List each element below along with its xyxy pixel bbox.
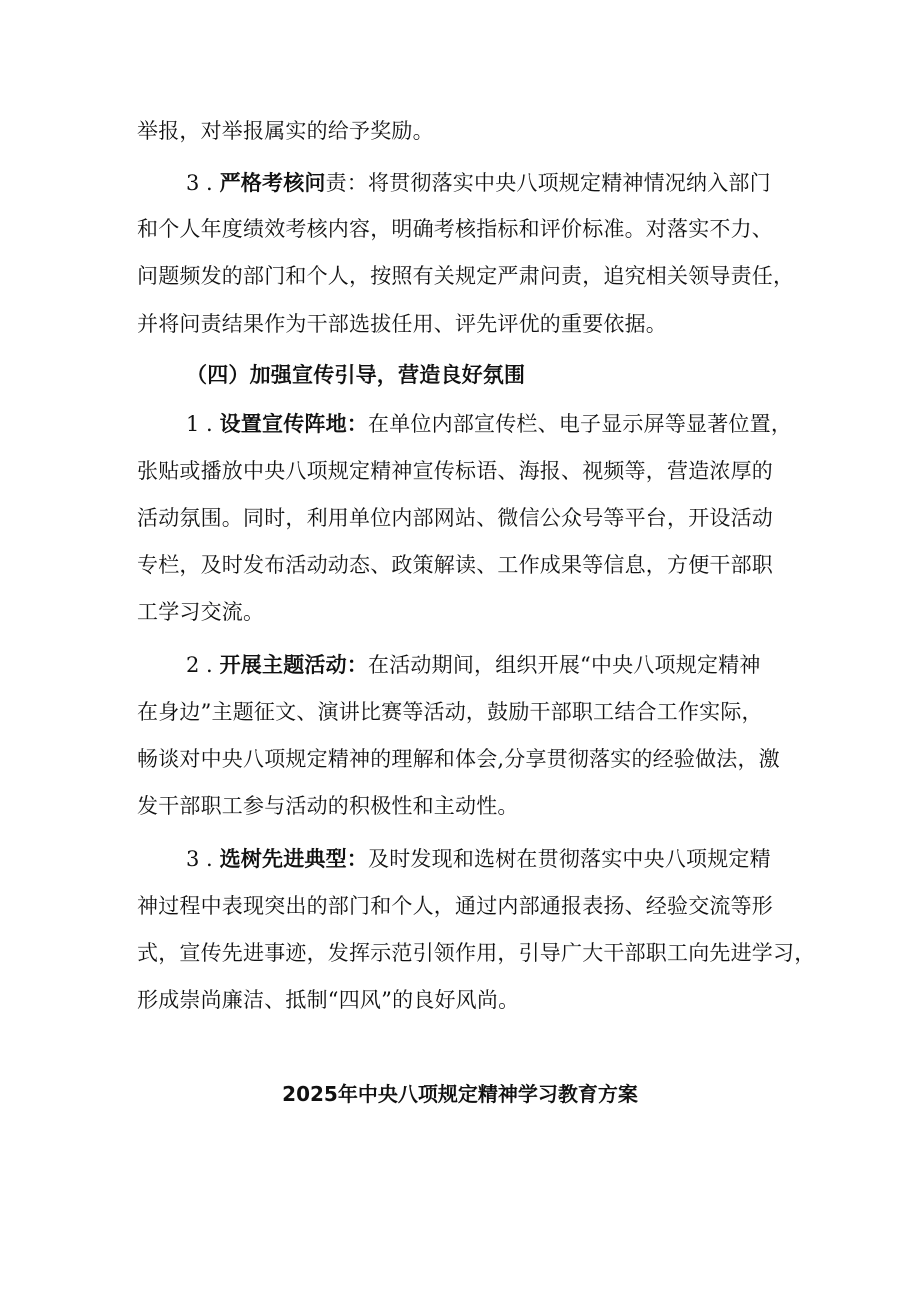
list-item-activities (186, 650, 846, 680)
paragraph-line: 并将问责结果作为干部选拔任用、评先评优的重要依据。 (137, 312, 667, 336)
list-item-propaganda (186, 409, 846, 439)
item-text: 及时发现和选树在贯彻落实中央八项规定精 (368, 847, 771, 871)
item-label: 选树先进典型： (219, 846, 369, 871)
paragraph-line: 畅谈对中央八项规定精神的理解和体会,分享贯彻落实的经验做法，激 (137, 747, 780, 771)
document-title: 2025年中央八项规定精神学习教育方案 (282, 1082, 638, 1106)
item-text: 在单位内部宣传栏、电子显示屏等显著位置， (368, 412, 793, 436)
item-number: 3 . (186, 171, 213, 195)
item-number: 1 . (186, 412, 213, 436)
item-text: 在活动期间，组织开展“中央八项规定精神 (368, 653, 761, 677)
paragraph-line: 形成崇尚廉洁、抵制“四风”的良好风尚。 (137, 988, 520, 1012)
paragraph-line: 举报，对举报属实的给予奖励。 (137, 119, 434, 143)
paragraph-line: 式，宣传先进事迹，发挥示范引领作用，引导广大干部职工向先进学习， (137, 941, 816, 965)
paragraph-line: 专栏，及时发布活动动态、政策解读、工作成果等信息，方便干部职 (137, 553, 773, 577)
paragraph-line: 活动氛围。同时，利用单位内部网站、微信公众号等平台，开设活动 (137, 506, 773, 530)
paragraph-line: 工学习交流。 (137, 600, 265, 624)
paragraph-line: 在身边”主题征文、演讲比赛等活动，鼓励干部职工结合工作实际， (137, 700, 763, 724)
paragraph-line: 发干部职工参与活动的积极性和主动性。 (137, 794, 519, 818)
item-label: 设置宣传阵地： (219, 411, 369, 436)
paragraph-line: 张贴或播放中央八项规定精神宣传标语、海报、视频等，营造浓厚的 (137, 459, 773, 483)
item-number: 2 . (186, 653, 213, 677)
item-label: 开展主题活动： (219, 652, 369, 677)
item-text: 责：将贯彻落实中央八项规定精神情况纳入部门 (325, 171, 771, 195)
paragraph-line: 问题频发的部门和个人，按照有关规定严肃问责，追究相关领导责任， (137, 264, 795, 288)
list-item-assessment (186, 168, 846, 198)
item-number: 3 . (186, 847, 213, 871)
paragraph-line: 和个人年度绩效考核内容，明确考核指标和评价标准。对落实不力、 (137, 217, 773, 241)
section-heading: （四）加强宣传引导，营造良好氛围 (186, 362, 526, 387)
list-item-models (186, 844, 846, 874)
item-label: 严格考核问 (219, 170, 326, 195)
paragraph-line: 神过程中表现突出的部门和个人，通过内部通报表扬、经验交流等形 (137, 894, 773, 918)
